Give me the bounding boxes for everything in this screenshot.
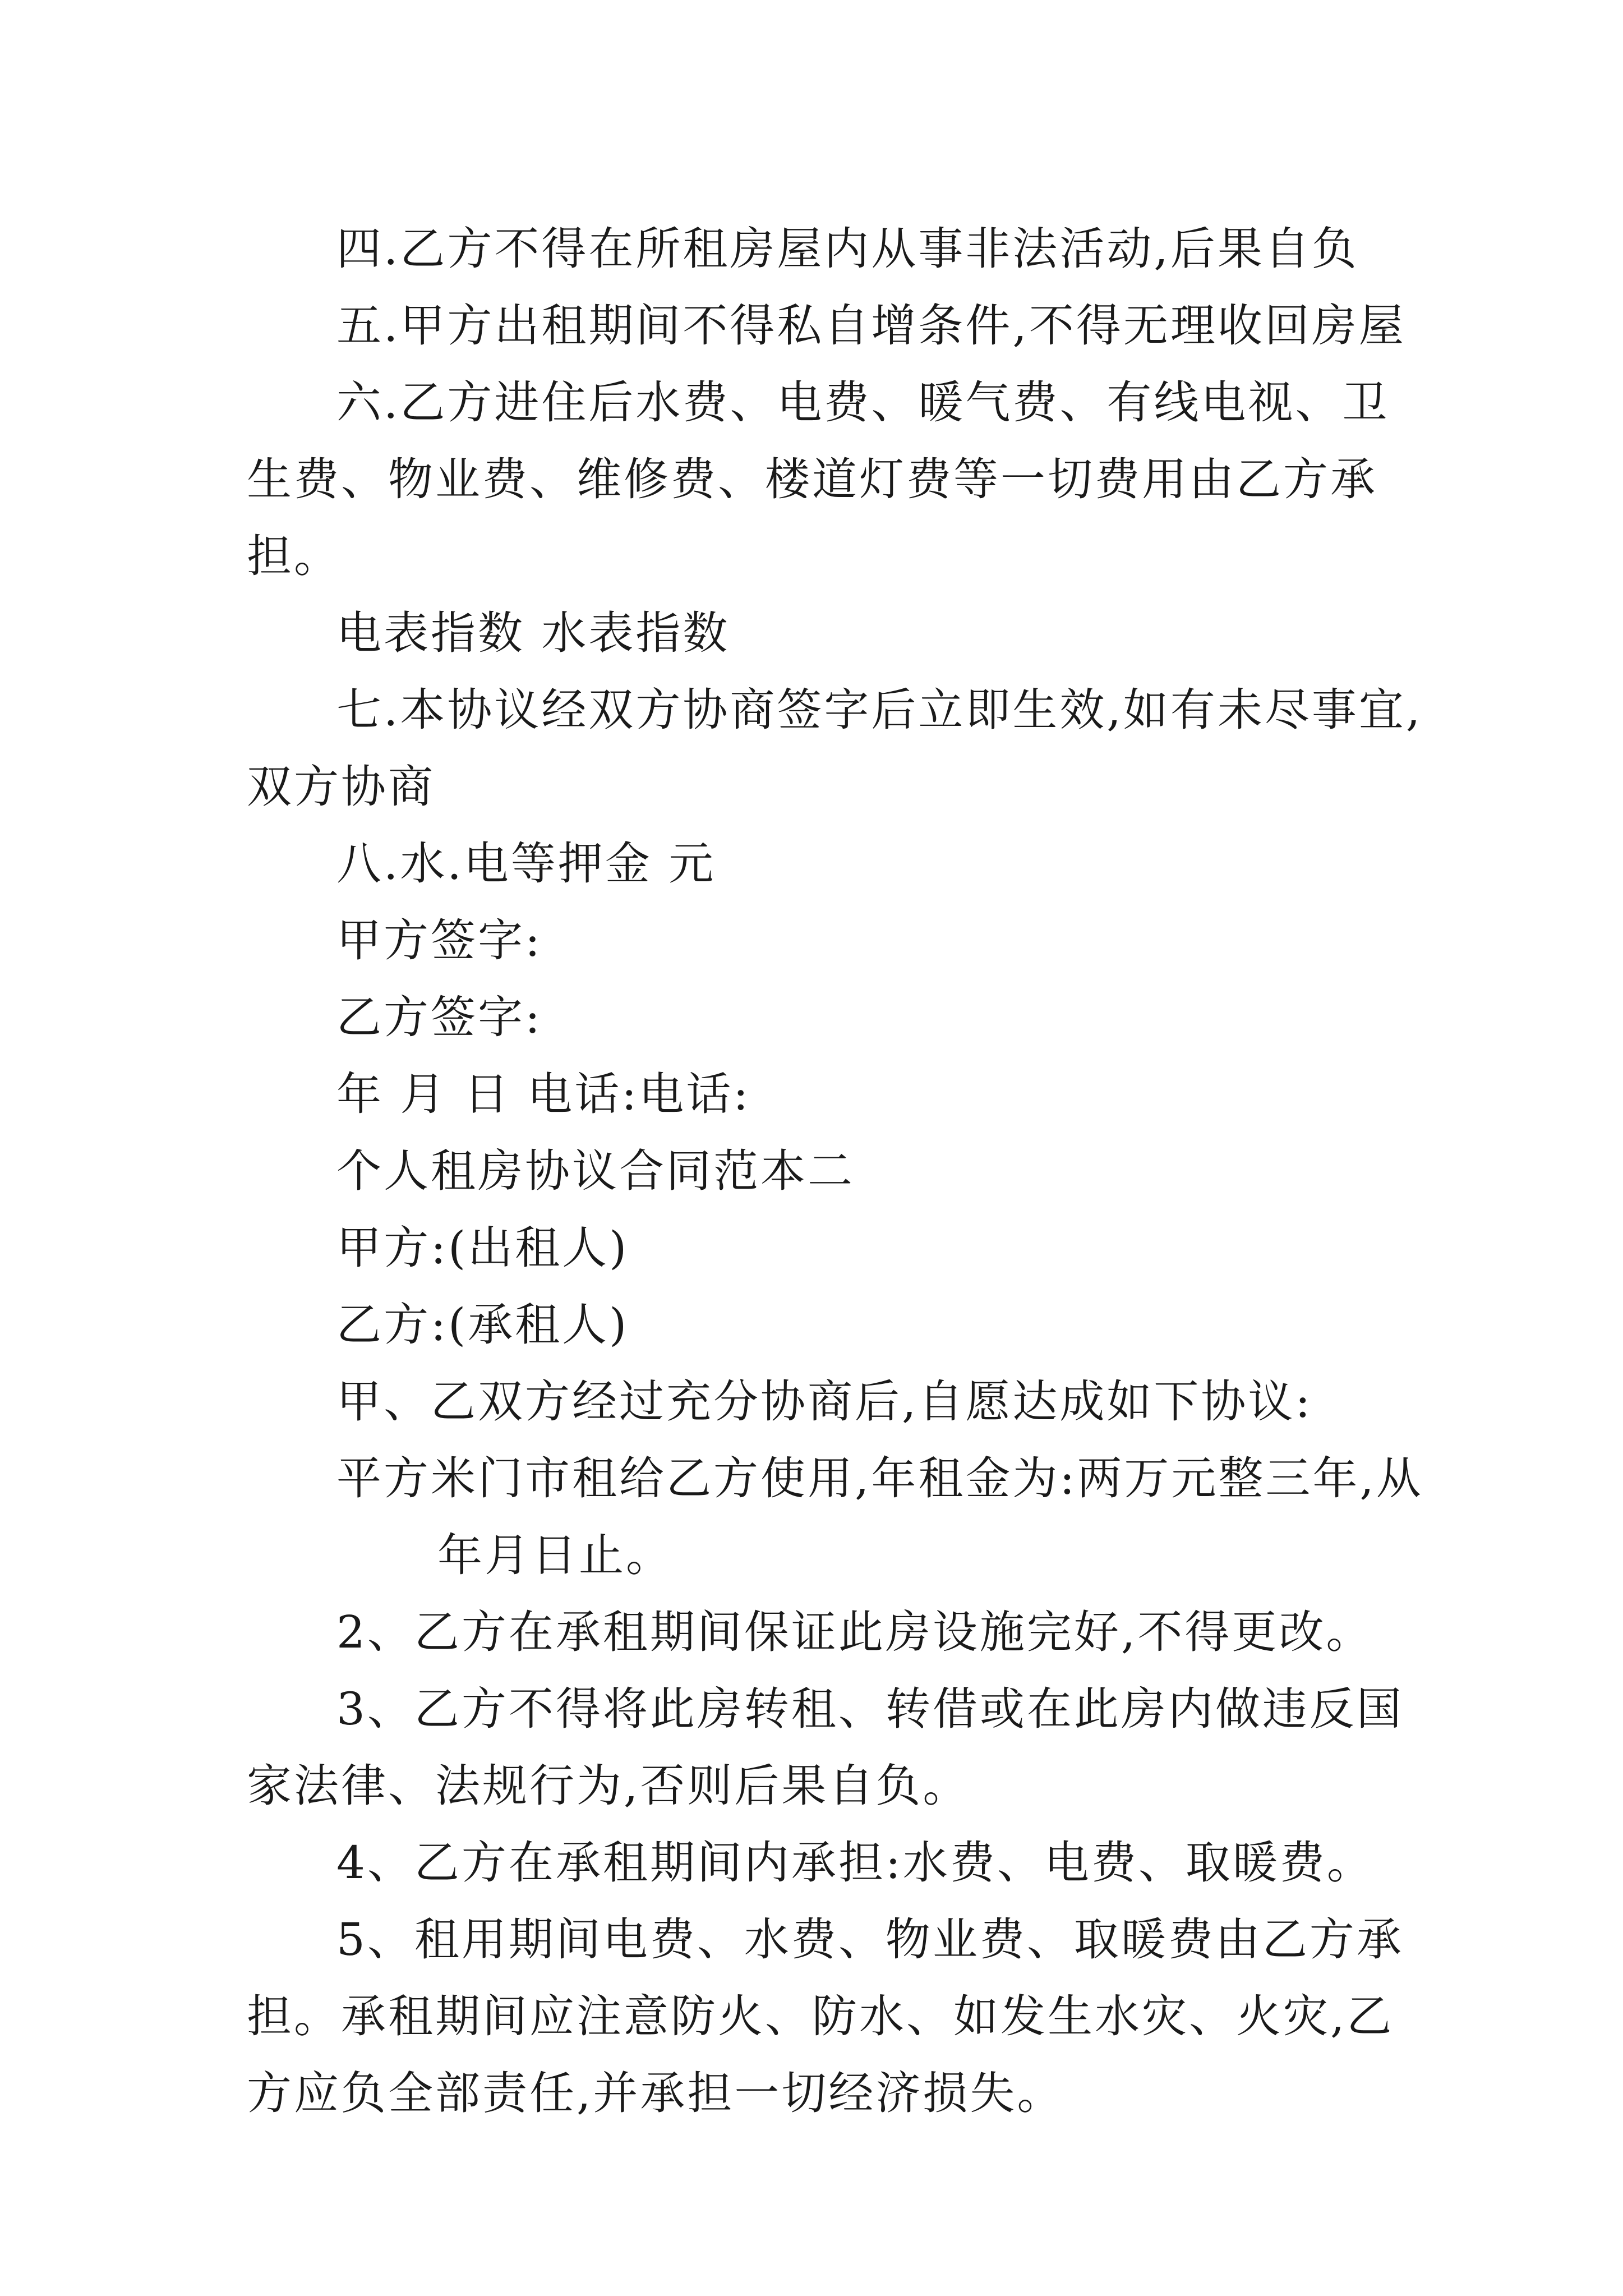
clause-8: 八.水.电等押金 元 (336, 838, 716, 890)
contract-title-2: 个人租房协议合同范本二 (336, 1145, 855, 1197)
meter-readings: 电表指数 水表指数 (336, 607, 730, 659)
clause-6: 六.乙方进住后水费、电费、暖气费、有线电视、卫生费、物业费、维修费、楼道灯费等一切费用由乙方承担。 (247, 376, 1390, 582)
clause-rent-end: 年月日止。 (437, 1529, 673, 1581)
party-b-signature: 乙方签字: (336, 991, 542, 1043)
agreement-intro: 甲、乙双方经过充分协商后,自愿达成如下协议: (336, 1375, 1313, 1428)
clause-4b: 4、乙方在承租期间内承担:水费、电费、取暖费。 (336, 1837, 1374, 1889)
party-a-signature: 甲方签字: (336, 914, 542, 967)
clause-5: 五.甲方出租期间不得私自增条件,不得无理收回房屋 (336, 300, 1406, 352)
party-b-lessee: 乙方:(承租人) (336, 1299, 629, 1351)
document-body (247, 210, 1424, 2132)
clause-2: 2、乙方在承租期间保证此房设施完好,不得更改。 (336, 1606, 1373, 1658)
clause-rent (247, 1440, 1424, 1594)
clause-5b: 5、租用期间电费、水费、物业费、取暖费由乙方承担。承租期间应注意防火、防水、如发生水灾、火灾,乙方应负全部责任,并承担一切经济损失。 (247, 1913, 1404, 2119)
clause-rent-text: 平方米门市租给乙方使用,年租金为:两万元整三年,从 (336, 1452, 1423, 1504)
party-a-lessor: 甲方:(出租人) (336, 1222, 629, 1274)
date-phone-line: 年 月 日 电话:电话: (336, 1068, 751, 1120)
clause-4: 四.乙方不得在所租房屋内从事非法活动,后果自负 (336, 223, 1359, 275)
clause-3: 3、乙方不得将此房转租、转借或在此房内做违反国家法律、法规行为,否则后果自负。 (247, 1683, 1404, 1812)
clause-7: 七.本协议经双方协商签字后立即生效,如有未尽事宜,双方协商 (247, 684, 1423, 813)
